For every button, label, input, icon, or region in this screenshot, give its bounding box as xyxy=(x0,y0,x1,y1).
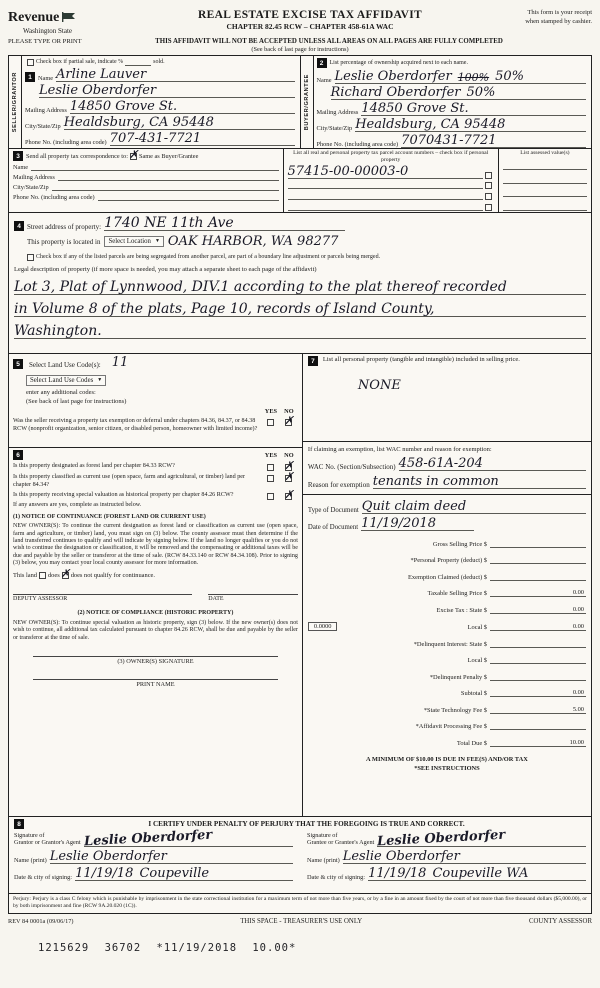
corr-mailing-label: Mailing Address xyxy=(13,174,55,181)
located-in-label: This property is located in xyxy=(27,237,101,246)
notice-row xyxy=(8,38,592,45)
grantor-signature-block xyxy=(14,827,293,881)
right-column xyxy=(303,354,591,816)
personal-property-label: List all personal property (tangible and intangible) included in selling price. xyxy=(322,356,520,363)
seller-name-2: Leslie Oberdorfer xyxy=(39,83,157,98)
section5-yes-no-header: YES NO xyxy=(264,408,294,415)
county-assessor-label: COUNTY ASSESSOR xyxy=(528,917,592,925)
buyer-city-field[interactable] xyxy=(355,118,586,132)
seller-mailing-label: Mailing Address xyxy=(25,107,67,114)
tax-row-delinq-interest-local: Local $ xyxy=(308,656,586,664)
seller-name-1: Arline Lauver xyxy=(56,67,147,82)
tax-row-processing-fee: *Affidavit Processing Fee $ xyxy=(308,722,586,730)
parcel-field-4[interactable] xyxy=(288,202,483,211)
buyer-name-field-1[interactable] xyxy=(335,70,586,84)
location-dropdown-value: Select Location xyxy=(108,238,151,245)
tax-field-personal[interactable] xyxy=(490,556,586,564)
see-back-note: (See back of last page for instructions) xyxy=(251,46,349,53)
buyer-name-2-pct: 50% xyxy=(466,85,496,100)
notice-compliance-title: (2) NOTICE OF COMPLIANCE (HISTORIC PROPERTY) xyxy=(77,610,234,617)
section-8-badge: 8 xyxy=(14,819,24,829)
owners-signature-label: (3) OWNER(S) SIGNATURE xyxy=(117,657,194,665)
section-1-badge: 1 xyxy=(25,72,35,82)
deputy-assessor-label: DEPUTY ASSESSOR xyxy=(13,596,68,603)
middle-columns xyxy=(9,354,591,817)
tax-field-gross[interactable] xyxy=(490,540,586,548)
street-address-label: Street address of property: xyxy=(27,223,102,231)
assessed-value-field-4[interactable] xyxy=(503,202,587,211)
section6-yes-no-header: YES NO xyxy=(264,451,294,459)
tax-field-tech-fee[interactable]: 5.00 xyxy=(490,706,586,714)
buyer-mailing-label: Mailing Address xyxy=(316,109,359,116)
tax-field-subtotal[interactable]: 0.00 xyxy=(490,689,586,697)
parcel-number-value: 57415-00-00003-0 xyxy=(287,163,409,179)
legal-description-line-2: in Volume 8 of the plats, Page 10, records of Island County, xyxy=(14,301,435,317)
seller-mailing-field[interactable] xyxy=(70,100,295,114)
personal-property-checkbox-3[interactable] xyxy=(485,193,492,200)
receipt-note-line1: This form is your receipt xyxy=(527,9,592,16)
document-type-label: Type of Document xyxy=(307,507,359,514)
ownership-percentage-note: List percentage of ownership acquired next to each name. xyxy=(329,60,468,66)
legal-description-field-1[interactable] xyxy=(14,273,586,295)
section5-see-back: (See back of last page for instructions) xyxy=(26,398,127,405)
same-as-buyer-label: Same as Buyer/Grantee xyxy=(138,152,199,160)
seller-phone-value: 707-431-7721 xyxy=(109,131,202,146)
partial-sale-label: Check box if partial sale, indicate % xyxy=(36,59,124,65)
footer-row xyxy=(8,918,592,925)
forest-no-checkbox[interactable]: ✗ xyxy=(284,459,294,472)
does-not-label: does not qualify for continuance. xyxy=(70,572,155,580)
corr-city-field[interactable] xyxy=(52,183,279,191)
tax-row-tech-fee: *State Technology Fee $ 5.00 xyxy=(423,705,584,714)
notice-continuance-body: NEW OWNER(S): To continue the current designation as forest land or classification as current use (open space, farm and agriculture, or timber) land, you must sign on (3) below. The county assessor must then determine if the land transferred continues to qualify and will indicate by signing below. If the land no longer qualifies or you do not wish to continue the designation or classification, it will be removed and the compensating or additional taxes will be due and payable by the seller or transferor at the time of sale. (RCW 84.33.140 or RCW 84.34.108). Prior to signing (3) below, you may contact your local county assessor for more information. xyxy=(13,523,298,566)
corr-phone-field[interactable] xyxy=(98,193,279,201)
deputy-date-label: DATE xyxy=(208,596,224,603)
print-name-label: PRINT NAME xyxy=(136,680,175,688)
section-2-badge: 2 xyxy=(317,58,327,68)
tax-row-total-due: Total Due $ 10.00 xyxy=(456,738,584,747)
wac-number-field[interactable] xyxy=(399,457,586,471)
section-4-badge: 4 xyxy=(14,221,24,231)
land-use-code-value: 11 xyxy=(111,355,129,370)
buyer-city-value: Healdsburg, CA 95448 xyxy=(355,117,506,132)
grantee-signature-label-1: Signature of xyxy=(307,831,338,839)
historic-yes-checkbox[interactable] xyxy=(267,493,274,500)
chevron-down-icon: ▼ xyxy=(154,239,160,244)
section-5-land-use xyxy=(9,354,302,448)
seller-mailing-value: 14850 Grove St. xyxy=(69,99,178,114)
assessed-value-field-3[interactable] xyxy=(503,188,587,197)
seller-name-field-1[interactable] xyxy=(56,68,294,82)
tax-row-personal: *Personal Property (deduct) $ xyxy=(308,556,586,564)
buyer-name-1: Leslie Oberdorfer xyxy=(334,69,452,84)
section-3-badge: 3 xyxy=(13,151,23,161)
located-in-value: OAK HARBOR, WA 98277 xyxy=(167,234,339,249)
assessed-values-header: List assessed value(s) xyxy=(520,150,570,156)
receipt-note-line2: when stamped by cashier. xyxy=(525,17,592,25)
seller-city-value: Healdsburg, CA 95448 xyxy=(63,115,214,130)
grantee-date-city-label: Date & city of signing: xyxy=(307,874,366,881)
document-date-field[interactable] xyxy=(361,517,473,531)
form-title: REAL ESTATE EXCISE TAX AFFIDAVIT xyxy=(198,9,422,21)
same-as-buyer-checkbox[interactable]: ✗ xyxy=(128,147,139,161)
location-dropdown[interactable] xyxy=(104,236,163,247)
legal-description-line-3: Washington. xyxy=(14,323,102,339)
form-chapter: CHAPTER 82.45 RCW – CHAPTER 458-61A WAC xyxy=(226,22,394,31)
assessed-value-field-1[interactable] xyxy=(503,161,587,170)
seller-side-label: SELLER/GRANTOR xyxy=(9,56,22,148)
owners-signature-line[interactable] xyxy=(33,656,278,665)
wac-number-label: WAC No. (Section/Subsection) xyxy=(307,463,396,471)
grantor-city-value: Coupeville xyxy=(139,866,210,881)
exemption-reason-value: tenants in common xyxy=(372,474,499,489)
tax-row-subtotal: Subtotal $ 0.00 xyxy=(460,689,584,697)
tax-field-excise-state[interactable]: 0.00 xyxy=(490,606,586,614)
section-6-classification xyxy=(9,448,302,816)
minimum-due-note xyxy=(303,755,591,774)
tax-row-gross: Gross Selling Price $ xyxy=(308,540,586,548)
if-yes-note: If any answers are yes, complete as instructed below. xyxy=(13,502,142,509)
grantor-date-city-label: Date & city of signing: xyxy=(14,874,73,881)
tax-row-local: 0.0000 Local $ 0.00 xyxy=(308,622,586,631)
does-not-qualify-checkbox[interactable]: ✗ xyxy=(60,567,70,581)
buyer-phone-label: Phone No. (including area code) xyxy=(316,141,399,148)
assessed-value-field-2[interactable] xyxy=(503,175,587,184)
tax-field-exemption[interactable] xyxy=(490,573,586,581)
section-6-badge: 6 xyxy=(13,450,23,460)
historic-no-checkbox[interactable]: ✗ xyxy=(284,488,294,502)
send-correspondence-label: Send all property tax correspondence to: xyxy=(26,152,128,160)
parcel-field-2[interactable] xyxy=(288,180,483,189)
corr-mailing-field[interactable] xyxy=(58,173,279,181)
receipt-note xyxy=(480,9,592,27)
street-address-field[interactable] xyxy=(104,216,345,231)
tax-field-local[interactable]: 0.00 xyxy=(490,623,586,631)
tax-field-delinq-interest-local[interactable] xyxy=(490,656,586,664)
dor-logo xyxy=(8,9,140,35)
section-1-seller xyxy=(9,56,300,148)
section-8-certification xyxy=(9,817,591,894)
buyer-city-label: City/State/Zip xyxy=(316,125,353,132)
buyer-name-2: Richard Oberdorfer xyxy=(330,85,461,100)
legal-description-line-1: Lot 3, Plat of Lynnwood, DIV.1 according to the plat thereof recorded xyxy=(14,279,507,295)
wa-flag-icon xyxy=(62,9,76,27)
does-qualify-checkbox[interactable] xyxy=(39,572,46,579)
buyer-phone-field[interactable] xyxy=(401,134,586,148)
document-date-value: 11/19/2018 xyxy=(361,516,437,531)
see-instructions-line: *SEE INSTRUCTIONS xyxy=(414,765,480,773)
legal-description-field-3[interactable] xyxy=(14,317,586,339)
grantor-signature-field[interactable] xyxy=(83,827,293,850)
parcel-field-1[interactable] xyxy=(288,165,483,179)
chevron-down-icon: ▼ xyxy=(97,378,103,383)
tax-computation-table xyxy=(303,531,591,747)
grantor-print-name-value: Leslie Oberdorfer xyxy=(49,849,167,864)
personal-property-value: NONE xyxy=(357,378,401,393)
partial-sale-percent-field[interactable] xyxy=(125,58,151,66)
tax-row-taxable: Taxable Selling Price $ 0.00 xyxy=(427,589,584,597)
partial-sale-checkbox[interactable] xyxy=(27,59,34,66)
current-use-no-checkbox[interactable]: ✗ xyxy=(284,470,294,483)
buyer-name-label: Name xyxy=(316,77,332,84)
minimum-due-line: A MINIMUM OF $10.00 IS DUE IN FEE(S) AND/OR TAX xyxy=(366,755,528,763)
grantor-print-name-label: Name (print) xyxy=(14,857,47,864)
corr-name-field[interactable] xyxy=(31,163,278,171)
affidavit-form xyxy=(8,55,592,914)
grantor-signature-label-1: Signature of xyxy=(14,831,45,839)
please-type-label: PLEASE TYPE OR PRINT xyxy=(8,38,82,45)
historic-property-question: Is this property receiving special valuation as historical property per chapter 84.26 RCW? xyxy=(13,492,234,499)
notice-continuance-title: (1) NOTICE OF CONTINUANCE (FOREST LAND OR CURRENT USE) xyxy=(13,513,206,520)
deputy-date-line[interactable] xyxy=(208,594,298,602)
grantee-print-name-value: Leslie Oberdorfer xyxy=(342,849,460,864)
grantee-signature-label-2: Grantee or Grantee's Agent xyxy=(307,839,375,847)
buyer-mailing-value: 14850 Grove St. xyxy=(361,101,469,116)
buyer-name-field-2[interactable] xyxy=(331,86,587,100)
corr-city-label: City/State/Zip xyxy=(13,184,49,191)
current-use-yes-checkbox[interactable] xyxy=(267,475,274,482)
forest-land-question: Is this property designated as forest land per chapter 84.33 RCW? xyxy=(13,463,175,469)
dor-logo-subtitle: Washington State xyxy=(23,27,73,35)
tax-field-total-due[interactable]: 10.00 xyxy=(490,739,586,747)
document-date-label: Date of Document xyxy=(307,524,359,531)
section-7-badge: 7 xyxy=(308,356,318,366)
seller-name-field-2[interactable] xyxy=(39,84,295,98)
section-7-personal-property xyxy=(303,354,591,442)
section-5-badge: 5 xyxy=(13,359,23,369)
tax-field-taxable[interactable]: 0.00 xyxy=(490,589,586,597)
grantor-date-value: 11/19/18 xyxy=(75,866,134,881)
personal-property-checkbox-1[interactable] xyxy=(485,172,492,179)
grantor-date-city-field[interactable] xyxy=(75,867,293,881)
tax-field-processing-fee[interactable] xyxy=(490,722,586,730)
forest-yes-checkbox[interactable] xyxy=(267,464,274,471)
parcel-numbers-header: List all real and personal property tax parcel account numbers – check box if personal property xyxy=(293,150,489,163)
grantee-print-name-label: Name (print) xyxy=(307,857,340,864)
certification-statement: I CERTIFY UNDER PENALTY OF PERJURY THAT THE FOREGOING IS TRUE AND CORRECT. xyxy=(148,820,465,828)
exemption-yes-checkbox[interactable] xyxy=(267,419,274,426)
seller-city-label: City/State/Zip xyxy=(25,123,61,130)
seller-buyer-sections xyxy=(9,56,591,149)
grantee-signature-block xyxy=(307,827,586,881)
personal-property-checkbox-2[interactable] xyxy=(485,182,492,189)
buyer-mailing-field[interactable] xyxy=(361,102,586,116)
tax-exemption-question: Was the seller receiving a property tax exemption or deferral under chapters 84.36, 84.37, or 84.38 RCW (nonprofit organization, senior citizen, or disabled person, homeowner with limited income)? xyxy=(13,418,258,432)
buyer-name-1-pct: 50% xyxy=(495,69,525,84)
tax-row-delinq-penalty: *Delinquent Penalty $ xyxy=(308,673,586,681)
grantee-date-city-field[interactable] xyxy=(368,867,586,881)
section-3-correspondence xyxy=(9,149,591,213)
seller-phone-label: Phone No. (including area code) xyxy=(25,139,107,146)
print-name-line[interactable] xyxy=(33,679,278,688)
seller-name-label: Name xyxy=(38,75,54,82)
exemption-block xyxy=(303,442,591,495)
parcel-field-3[interactable] xyxy=(288,191,483,200)
tax-row-excise-state: Excise Tax : State $ 0.00 xyxy=(436,605,584,614)
document-type-field[interactable] xyxy=(362,500,586,514)
wac-number-value: 458-61A-204 xyxy=(398,456,483,471)
segregated-checkbox[interactable] xyxy=(27,254,34,261)
personal-property-field[interactable] xyxy=(358,376,586,394)
exemption-reason-field[interactable] xyxy=(373,475,586,489)
seller-phone-field[interactable] xyxy=(110,132,295,146)
tax-row-delinq-interest-state: *Delinquent Interest: State $ xyxy=(308,640,586,648)
grantee-date-value: 11/19/18 xyxy=(368,866,427,881)
local-rate-box[interactable]: 0.0000 xyxy=(308,622,338,631)
grantor-signature-label-2: Grantor or Grantor's Agent xyxy=(14,839,81,847)
document-type-value: Quit claim deed xyxy=(361,499,467,514)
title-block xyxy=(140,9,480,31)
exemption-claim-label: If claiming an exemption, list WAC number and reason for exemption: xyxy=(307,446,492,453)
tax-field-delinq-interest-state[interactable] xyxy=(490,640,586,648)
does-label: does xyxy=(47,572,60,580)
tax-field-delinq-penalty[interactable] xyxy=(490,673,586,681)
seller-city-field[interactable] xyxy=(64,116,295,130)
this-land-label: This land xyxy=(13,572,37,580)
legal-description-field-2[interactable] xyxy=(14,295,586,317)
partial-sale-suffix: sold. xyxy=(153,59,165,65)
cashier-stamp: 1215629 36702 *11/19/2018 10.00* xyxy=(38,941,297,954)
section-2-buyer xyxy=(300,56,592,148)
buyer-name-1-pct-struck: 100% xyxy=(457,71,490,84)
notice-compliance-body: NEW OWNER(S): To continue special valuation as historic property, sign (3) below. If the new owner(s) does not wish to continue, all additional tax calculated pursuant to chapter 84.26 RCW, shall be due and payable by the seller or transferor at the time of sale. xyxy=(13,619,298,641)
corr-phone-label: Phone No. (including area code) xyxy=(13,194,95,201)
grantee-signature-value: Leslie Oberdorfer xyxy=(376,827,506,850)
street-address-value: 1740 NE 11th Ave xyxy=(104,215,234,231)
section-4-property xyxy=(9,213,591,354)
buyer-side-label: BUYER/GRANTEE xyxy=(301,56,314,148)
personal-property-checkbox-4[interactable] xyxy=(485,204,492,211)
corr-name-label: Name xyxy=(13,164,29,171)
exemption-no-checkbox[interactable]: ✗ xyxy=(284,414,294,427)
treasurer-use-label: THIS SPACE - TREASURER'S USE ONLY xyxy=(240,917,363,925)
land-use-codes-dropdown-label: Select Land Use Codes xyxy=(30,377,94,384)
segregated-note: Check box if any of the listed parcels are being segregated from another parcel, are part of a boundary line adjustment or parcels being merged. xyxy=(36,254,381,260)
rev-number: REV 84 0001a (09/06/17) xyxy=(8,917,74,925)
grantee-city-value: Coupeville WA xyxy=(432,866,529,881)
dor-logo-wordmark: Revenue xyxy=(8,10,60,25)
buyer-phone-value: 7070431-7721 xyxy=(401,133,497,148)
tax-row-exemption: Exemption Claimed (deduct) $ xyxy=(308,573,586,581)
grantee-signature-field[interactable] xyxy=(376,827,586,850)
deputy-assessor-signature-line[interactable] xyxy=(13,594,192,602)
legal-description-label: Legal description of property (if more space is needed, you may attach a separate sheet to each page of the affidavit) xyxy=(14,266,317,273)
current-use-question: Is this property classified as current use (open space, farm and agricultural, or timber) land per chapter 84.34? xyxy=(13,474,246,488)
form-header xyxy=(8,9,592,35)
grantee-print-name-field[interactable] xyxy=(343,850,586,864)
document-block xyxy=(303,495,591,531)
land-use-codes-dropdown[interactable] xyxy=(26,375,106,386)
additional-codes-label: enter any additional codes: xyxy=(26,389,96,396)
left-column xyxy=(9,354,303,816)
grantor-print-name-field[interactable] xyxy=(50,850,293,864)
exemption-reason-label: Reason for exemption xyxy=(307,481,370,489)
land-use-label: Select Land Use Code(s): xyxy=(29,361,101,369)
grantor-signature-value: Leslie Oberdorfer xyxy=(83,827,213,850)
perjury-note: Perjury: Perjury is a class C felony which is punishable by imprisonment in the state correctional institution for a maximum term of not more than five years, or by a fine in an amount fixed by the court of not more than five thousand dollars ($5,000.00), or by both imprisonment and fine (RCW 9A.20.020 (1C)). xyxy=(13,896,587,909)
acceptance-notice: THIS AFFIDAVIT WILL NOT BE ACCEPTED UNLESS ALL AREAS ON ALL PAGES ARE FULLY COMPLETED xyxy=(155,38,503,45)
